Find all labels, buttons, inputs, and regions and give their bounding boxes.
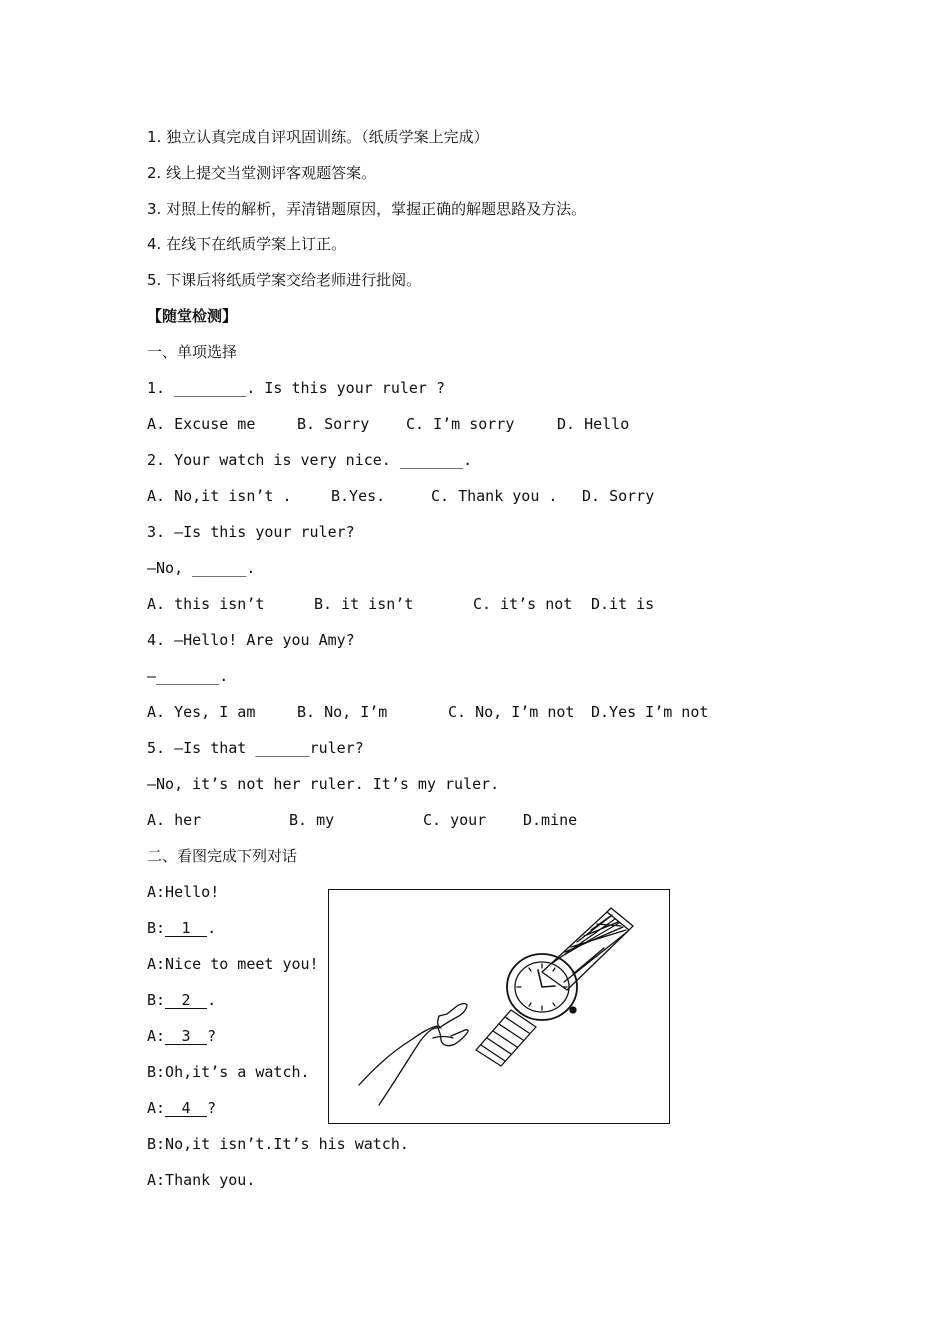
dialogue-line-6: B:Oh,it’s a watch. [147,1063,310,1081]
q5-option-a: A. her [147,811,202,829]
q4-end: . [219,667,229,685]
q2-text: 2. Your watch is very nice. [147,451,400,469]
q2-option-a: A. No,it isn’t . [147,487,292,505]
q2-option-d: D. Sorry [582,487,655,505]
dialogue-line-7 [147,1098,216,1118]
q3-option-a: A. this isn’t [147,595,265,613]
part1-title: 一、单项选择 [147,343,238,361]
instruction-5: 5. 下课后将纸质学案交给老师进行批阅。 [147,271,422,289]
q3-option-c: C. it’s not [473,595,573,613]
q4-option-c: C. No, I’m not [448,703,575,721]
q3-answer-line [147,558,255,578]
q4-option-a: A. Yes, I am [147,703,256,721]
dialogue-4-end: . [207,991,217,1009]
q5-answer: —No, it’s not her ruler. It’s my ruler. [147,775,500,793]
dialogue-7-end: ? [207,1099,217,1117]
dialogue-4-prefix: B: [147,991,166,1009]
q3-option-d: D.it is [591,595,655,613]
q3-answer-prefix: —No, [147,559,193,577]
q4-answer-prefix: — [147,667,157,685]
instruction-4: 4. 在线下在纸质学案上订正。 [147,235,347,253]
watch-hands [538,970,555,987]
dialogue-line-3: A:Nice to meet you! [147,955,319,973]
dialogue-blank-4: 4 [165,1100,207,1117]
watch-illustration [328,889,670,1124]
q1-prefix: 1. [147,379,175,397]
q4-option-b: B. No, I’m [297,703,388,721]
watch-strap-upper [542,912,629,990]
question-1 [147,378,445,398]
dialogue-blank-1: 1 [165,920,207,937]
dialogue-blank-2: 2 [165,992,207,1009]
instruction-2: 2. 线上提交当堂测评客观题答案。 [147,164,377,182]
dialogue-2-prefix: B: [147,919,166,937]
q4-blank: _______ [156,667,220,685]
q5-blank: ______ [255,739,310,757]
dialogue-line-9: A:Thank you. [147,1171,256,1189]
section-title: 【随堂检测】 [147,307,238,325]
q5-text: ruler? [309,739,364,757]
q1-option-a: A. Excuse me [147,415,256,433]
q1-blank: ________ [174,379,247,397]
q2-end: . [463,451,473,469]
dialogue-line-1: A:Hello! [147,883,220,901]
watch-drawing [329,890,668,1122]
instruction-1: 1. 独立认真完成自评巩固训练。（纸质学案上完成） [147,128,489,146]
dialogue-2-end: . [207,919,217,937]
q5-option-b: B. my [289,811,335,829]
part2-title: 二、看图完成下列对话 [147,847,298,865]
q1-option-c: C. I’m sorry [406,415,515,433]
dialogue-line-4 [147,990,216,1010]
dialogue-line-8: B:No,it isn’t.It’s his watch. [147,1135,409,1153]
q5-prefix: 5. —Is that [147,739,256,757]
q1-option-d: D. Hello [557,415,630,433]
dialogue-5-end: ? [207,1027,217,1045]
instruction-3: 3. 对照上传的解析，弄清错题原因，掌握正确的解题思路及方法。 [147,200,587,218]
dialogue-blank-3: 3 [165,1028,207,1045]
watch-crown [570,1007,576,1013]
question-4: 4. —Hello! Are you Amy? [147,631,355,649]
q3-blank: ______ [192,559,247,577]
q4-option-d: D.Yes I’m not [591,703,709,721]
hand-outline [379,1004,467,1105]
q3-option-b: B. it isn’t [314,595,414,613]
dialogue-line-5 [147,1026,216,1046]
dialogue-5-prefix: A: [147,1027,166,1045]
question-2 [147,450,472,470]
q1-option-b: B. Sorry [297,415,370,433]
q2-blank: _______ [399,451,464,469]
dialogue-line-2 [147,918,216,938]
q5-option-c: C. your [423,811,487,829]
q1-text: . Is this your ruler ? [246,379,446,397]
q3-end: . [246,559,256,577]
q5-option-d: D.mine [523,811,578,829]
q2-option-c: C. Thank you . [431,487,558,505]
dialogue-7-prefix: A: [147,1099,166,1117]
question-5 [147,738,364,758]
q4-answer-line [147,666,228,686]
q2-option-b: B.Yes. [331,487,386,505]
question-3: 3. —Is this your ruler? [147,523,355,541]
